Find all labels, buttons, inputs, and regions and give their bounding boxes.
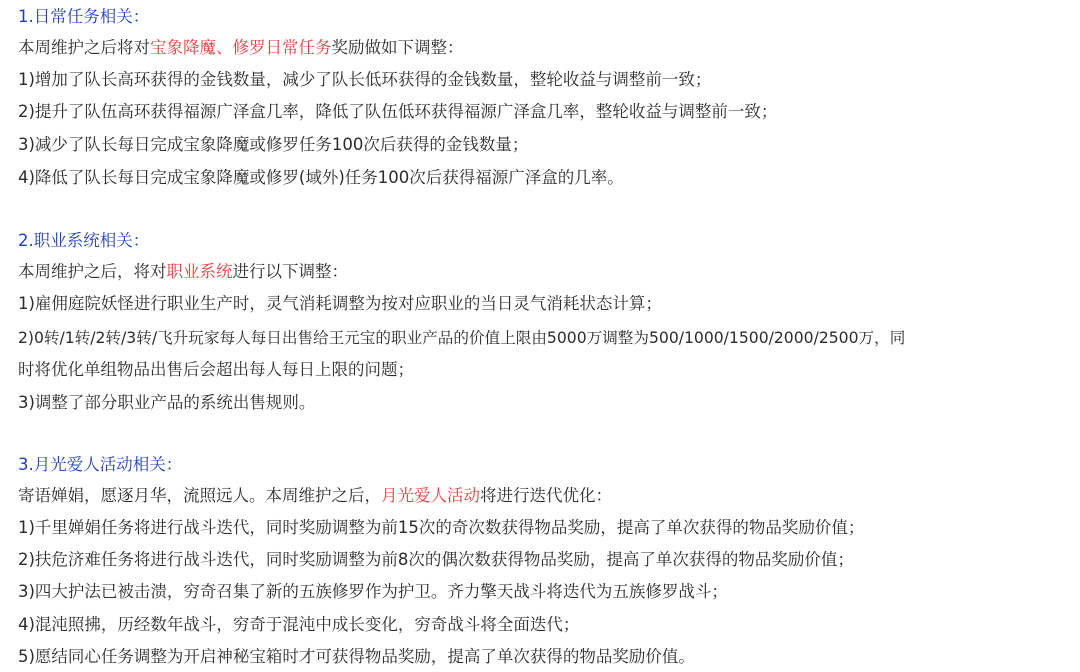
intro-text: 本周维护之后将对 xyxy=(18,38,150,57)
section-heading-moonlight-event: 3.月光爱人活动相关： xyxy=(18,455,183,474)
intro-text: 奖励做如下调整： xyxy=(331,38,464,57)
list-item: 4)降低了队长每日完成宝象降魔或修罗(域外)任务100次后获得福源广泽盒的几率。 xyxy=(18,168,624,187)
highlight-text: 宝象降魔、修罗日常任务 xyxy=(150,38,332,57)
list-item: 1)雇佣庭院妖怪进行职业生产时，灵气消耗调整为按对应职业的当日灵气消耗状态计算； xyxy=(18,294,662,313)
highlight-text: 职业系统 xyxy=(166,262,233,281)
section-heading-profession-system: 2.职业系统相关： xyxy=(18,231,150,250)
highlight-text: 月光爱人活动 xyxy=(381,486,480,505)
list-item: 3)调整了部分职业产品的系统出售规则。 xyxy=(18,393,316,412)
list-item: 3)四大护法已被击溃，穷奇召集了新的五族修罗作为护卫。齐力擎天战斗将迭代为五族修罗战斗； xyxy=(18,582,728,601)
section-intro-moonlight-event xyxy=(18,483,1068,509)
intro-text: 本周维护之后，将对 xyxy=(18,262,167,281)
list-item: 2)扶危济难任务将进行战斗迭代，同时奖励调整为前8次的偶次数获得物品奖励，提高了单次获得的物品奖励价值； xyxy=(18,550,854,569)
list-item: 5)愿结同心任务调整为开启神秘宝箱时才可获得物品奖励，提高了单次获得的物品奖励价值。 xyxy=(18,647,695,666)
section-heading-daily-tasks: 1.日常任务相关： xyxy=(18,7,150,26)
list-item: 3)减少了队长每日完成宝象降魔或修罗任务100次后获得的金钱数量； xyxy=(18,135,529,154)
list-item: 时将优化单组物品出售后会超出每人每日上限的问题； xyxy=(18,360,414,379)
list-item: 1)千里婵娟任务将进行战斗迭代，同时奖励调整为前15次的奇次数获得物品奖励，提高了单次获得的物品奖励价值； xyxy=(18,518,865,537)
section-intro-daily-tasks xyxy=(18,35,1068,61)
intro-text: 进行以下调整： xyxy=(232,262,348,281)
list-item: 2)0转/1转/2转/3转/飞升玩家每人每日出售给王元宝的职业产品的价值上限由5000万调整为500/1000/1500/2000/2500万，同 xyxy=(18,329,906,347)
section-intro-profession-system xyxy=(18,259,1068,285)
list-item: 4)混沌照拂，历经数年战斗，穷奇于混沌中成长变化，穷奇战斗将全面迭代； xyxy=(18,615,580,634)
list-item: 1)增加了队长高环获得的金钱数量，减少了队长低环获得的金钱数量，整轮收益与调整前一致； xyxy=(18,70,712,89)
intro-text: 寄语婵娟，愿逐月华，流照远人。本周维护之后， xyxy=(18,486,381,505)
intro-text: 将进行迭代优化： xyxy=(480,486,612,505)
list-item: 2)提升了队伍高环获得福源广泽盒几率，降低了队伍低环获得福源广泽盒几率，整轮收益与调整前一致； xyxy=(18,102,778,121)
